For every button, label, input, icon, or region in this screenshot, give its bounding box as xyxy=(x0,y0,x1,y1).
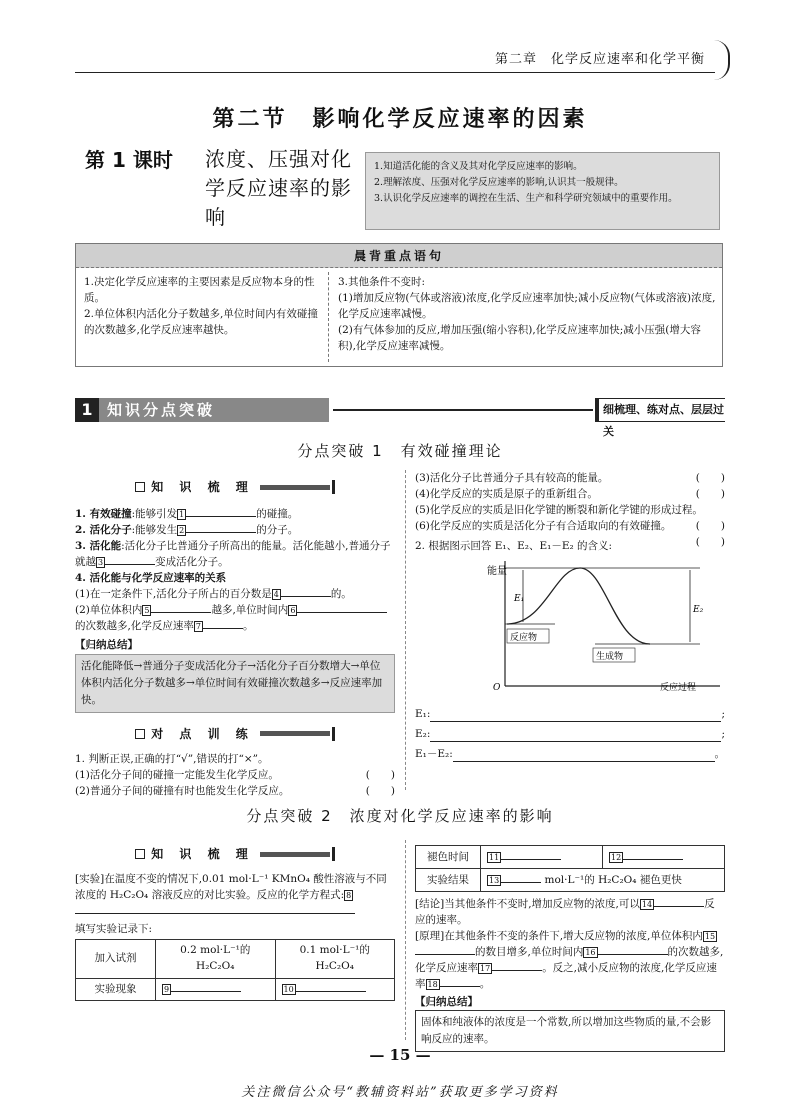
graph-product: 生成物 xyxy=(596,652,624,662)
square-icon xyxy=(135,482,145,492)
graph-xlabel: 反应过程 xyxy=(660,683,697,691)
summary-box: 固体和纯液体的浓度是一个常数,所以增加这些物质的量,不会影响反应的速率。 xyxy=(415,1010,725,1052)
part2-right-column xyxy=(415,845,725,1052)
column-divider xyxy=(405,840,406,1040)
square-icon xyxy=(135,729,145,739)
key-sentences-left xyxy=(84,274,324,338)
graph-e2: E₂ xyxy=(693,605,704,615)
answer-line: E₁: ; xyxy=(415,708,725,720)
record-table-right xyxy=(415,845,725,892)
page-number: — 15 — xyxy=(369,1046,431,1064)
graph-ylabel: 能量 xyxy=(487,566,507,577)
running-head: 第二章 化学反应速率和化学平衡 xyxy=(494,52,705,67)
summary-box: 活化能降低→普通分子变成活化分子→活化分子百分数增大→单位体积内活化分子数越多→单位时间有效碰撞次数越多→反应速率加快。 xyxy=(75,654,395,713)
lesson-label: 第 1 课时 xyxy=(85,148,173,172)
banner-number: 1 xyxy=(75,398,99,422)
answer-line: E₂: ; xyxy=(415,728,725,740)
table-row: 实验结果 13 mol·L⁻¹的 H₂C₂O₄ 褪色更快 xyxy=(416,869,725,892)
banner-title: 知识分点突破 xyxy=(99,398,329,422)
graph-e1: E₁ xyxy=(514,594,525,604)
knowledge-item: 4. 活化能与化学反应速率的关系 xyxy=(75,572,227,584)
record-table-left xyxy=(75,939,395,1001)
question: 2. 根据图示回答 E₁、E₂、E₁－E₂ 的含义: xyxy=(415,540,613,552)
head-bar xyxy=(260,852,330,857)
record-title: 填写实验记录下: xyxy=(75,923,153,935)
section-title: 第二节 影响化学反应速率的因素 xyxy=(212,107,588,132)
key-sentence: 2.单位体积内活化分子数越多,单位时间内有效碰撞的次数越多,化学反应速率越快。 xyxy=(84,308,318,336)
goal-item: 2.理解浓度、压强对化学反应速率的影响,认识其一般规律。 xyxy=(374,177,624,188)
banner-line xyxy=(333,409,593,411)
judge-item: (6)化学反应的实质是活化分子有合适取向的有效碰撞。 ( ) xyxy=(415,520,725,548)
goal-item: 1.知道活化能的含义及其对化学反应速率的影响。 xyxy=(374,161,583,172)
key-sentence: (2)有气体参加的反应,增加压强(缩小容积),化学反应速率加快;减小压强(增大容积),化学反应速率减慢。 xyxy=(338,324,701,352)
part2-left-column xyxy=(75,845,395,1001)
judge-item: (2)普通分子间的碰撞有时也能发生化学反应。 ( ) xyxy=(75,784,395,797)
knowledge-item: (2)单位体积内 5 越多,单位时间内 6的次数越多,化学反应速率 7 。 xyxy=(75,602,395,634)
knowledge-item: (1)在一定条件下,活化分子所占的百分数是 4 的。 xyxy=(75,588,352,600)
lesson-title: 浓度、压强对化学反应速率的影响 xyxy=(205,147,352,229)
table-row: 实验现象 9 10 xyxy=(76,978,395,1001)
footer-note: 关注微信公众号“教辅资料站”获取更多学习资料 xyxy=(241,1085,559,1100)
head-bar xyxy=(260,731,330,736)
header-rule xyxy=(75,72,715,73)
section-banner xyxy=(75,398,725,438)
knowledge-item: 1. 有效碰撞:能够引发 1 的碰撞。 xyxy=(75,508,299,520)
table-row: 加入试剂 0.2 mol·L⁻¹的 H₂C₂O₄ 0.1 mol·L⁻¹的 H₂C₂O₄ xyxy=(76,940,395,979)
knowledge-head: 知 识 梳 理 xyxy=(75,845,395,863)
practice-head: 对 点 训 练 xyxy=(75,725,395,743)
knowledge-list xyxy=(75,506,395,634)
knowledge-item: 2. 活化分子:能够发生 2 的分子。 xyxy=(75,524,299,536)
conclusion: [结论]当其他条件不变时,增加反应物的浓度,可以 14 反应的速率。 xyxy=(415,898,715,926)
header-bracket xyxy=(714,40,730,80)
part1-title: 分点突破 1 有效碰撞理论 xyxy=(297,442,503,460)
summary-label: 【归纳总结】 xyxy=(75,639,138,651)
table-row: 褪色时间 11 12 xyxy=(416,846,725,869)
experiment-text: [实验]在温度不变的情况下,0.01 mol·L⁻¹ KMnO₄ 酸性溶液与不同浓度的 H₂C₂O₄ 溶液反应的对比实验。反应的化学方程式: 8 xyxy=(75,871,395,919)
judge-item: (5)化学反应的实质是旧化学键的断裂和新化学键的形成过程。 ( ) xyxy=(415,504,725,532)
knowledge-head: 知 识 梳 理 xyxy=(75,478,395,496)
graph-reactant: 反应物 xyxy=(510,633,538,643)
energy-diagram xyxy=(485,556,725,691)
part1-left-column xyxy=(75,478,395,799)
judge-item: (4)化学反应的实质是原子的重新组合。 ( ) xyxy=(415,488,725,500)
key-sentences-box xyxy=(75,243,723,367)
graph-origin: O xyxy=(493,683,501,691)
key-sentences-header: 晨背重点语句 xyxy=(76,244,722,268)
key-sentence: (1)增加反应物(气体或溶液)浓度,化学反应速率加快;减小反应物(气体或溶液)浓度,化学反应速率减慢。 xyxy=(338,292,716,320)
practice-list xyxy=(75,751,395,799)
key-sentence: 1.决定化学反应速率的主要因素是反应物本身的性质。 xyxy=(84,276,315,304)
column-divider xyxy=(405,470,406,790)
knowledge-item: 3. 活化能:活化分子比普通分子所高出的能量。活化能越小,普通分子就越 3 变成活化分子。 xyxy=(75,540,391,568)
principle: [原理]在其他条件不变的条件下,增大反应物的浓度,单位体积内 15的数目增多,单位时间内 16 的次数越多,化学反应速率 17 。反之,减小反应物的浓度,化学反应速率 18 。 xyxy=(415,930,724,990)
key-sentences-right xyxy=(338,274,718,354)
learning-goals xyxy=(365,152,720,230)
part1-right-column xyxy=(415,470,725,762)
answer-line: E₁－E₂: 。 xyxy=(415,748,725,760)
judge-item: (3)活化分子比普通分子具有较高的能量。 ( ) xyxy=(415,472,725,484)
summary-label: 【归纳总结】 xyxy=(415,996,478,1008)
answer-lines xyxy=(415,706,725,762)
key-sentence: 3.其他条件不变时: xyxy=(338,276,426,288)
goal-item: 3.认识化学反应速率的调控在生活、生产和科学研究领域中的重要作用。 xyxy=(374,193,678,204)
square-icon xyxy=(135,849,145,859)
part2-title: 分点突破 2 浓度对化学反应速率的影响 xyxy=(246,807,554,825)
question: 1. 判断正误,正确的打“√”,错误的打“×”。 xyxy=(75,752,269,765)
key-divider xyxy=(328,272,329,362)
judge-item: (1)活化分子间的碰撞一定能发生化学反应。 ( ) xyxy=(75,768,395,781)
head-bar xyxy=(260,485,330,490)
banner-subtitle: 细梳理、练对点、层层过关 xyxy=(595,398,725,422)
